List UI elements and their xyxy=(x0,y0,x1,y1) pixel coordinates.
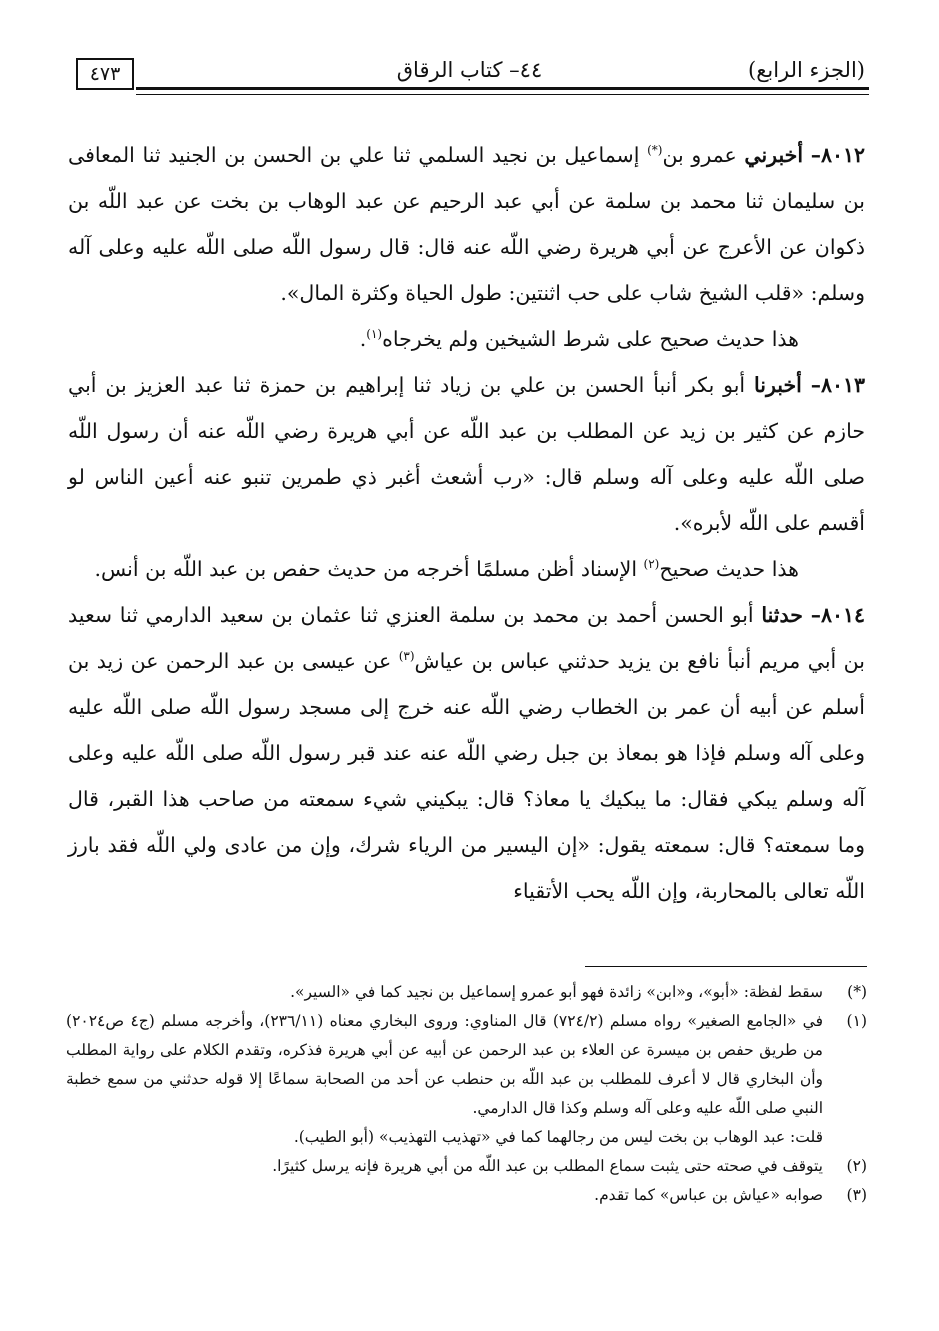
grading-text: هذا حديث صحيح xyxy=(659,557,799,581)
main-text xyxy=(68,132,865,914)
footnote-mark: (١) xyxy=(846,1012,867,1030)
footnote xyxy=(66,1181,867,1210)
footnote xyxy=(66,978,867,1007)
footnote-text: يتوقف في صحته حتى يثبت سماع المطلب بن عبد اللّه من أبي هريرة فإنه يرسل كثيرًا. xyxy=(272,1157,823,1175)
hadith-text: أبو بكر أنبأ الحسن بن علي بن زياد ثنا إبراهيم بن حمزة ثنا عبد العزيز بن أبي حازم عن كثير بن زيد عن المطلب بن عبد اللّه عن أبي هريرة رضي اللّه عنه أن رسول اللّه صلى اللّه عليه وعلى آله وسلم قال: «رب أشعث أغبر ذي طمرين تنبو عنه أعين الناس لو أقسم على اللّه لأبره». xyxy=(68,373,865,535)
part-label: (الجزء الرابع) xyxy=(748,58,865,82)
footnote-ref: (٣) xyxy=(398,649,415,664)
footnote-text: صوابه «عياش بن عباس» كما تقدم. xyxy=(594,1186,823,1204)
hadith-text: أبو الحسن أحمد بن محمد بن سلمة العنزي ثنا عثمان بن سعيد الدارمي ثنا سعيد بن أبي مريم أنبأ نافع بن يزيد حدثني عباس بن عياش xyxy=(68,603,865,673)
hadith-text-cont: عن عيسى بن عبد الرحمن عن زيد بن أسلم عن أبيه أن عمر بن الخطاب رضي اللّه عنه خرج إلى مسجد رسول اللّه صلى اللّه عليه وعلى آله وسلم فإذا هو بمعاذ بن جبل رضي اللّه عنه عند قبر رسول اللّه صلى اللّه عليه وعلى آله وسلم يبكي فقال: ما يبكيك يا معاذ؟ قال: يبكيني شيء سمعته من صاحب هذا القبر، قال وما سمعته؟ قال: سمعته يقول: «إن اليسير من الرياء شرك، وإن من عادى ولي اللّه فقد بارز اللّه تعالى بالمحاربة، وإن اللّه يحب الأتقياء xyxy=(68,649,865,903)
footnote-text: قلت: عبد الوهاب بن بخت ليس من رجالهما كما في «تهذيب التهذيب» (أبو الطيب). xyxy=(293,1128,823,1146)
footnotes xyxy=(66,978,867,1210)
hadith-lead-word: أخبرنا xyxy=(754,373,802,397)
footnote-mark: (٢) xyxy=(846,1157,867,1175)
footnote-remark xyxy=(66,1123,867,1152)
header-rule-thin xyxy=(136,94,869,95)
hadith-number: ٨٠١٤– xyxy=(810,603,865,627)
hadith-lead-word: أخبرني xyxy=(744,143,804,167)
page-number: ٤٧٣ xyxy=(76,58,134,90)
hadith-8013 xyxy=(68,362,865,546)
footnote-mark: (٣) xyxy=(846,1186,867,1204)
footnote-ref: (٢) xyxy=(643,557,660,572)
footnote xyxy=(66,1007,867,1123)
grading-8012 xyxy=(68,316,865,362)
grading-text: هذا حديث صحيح على شرط الشيخين ولم يخرجاه xyxy=(382,327,799,351)
footnote-separator xyxy=(585,966,867,967)
grading-8013 xyxy=(68,546,865,592)
footnote-mark: (*) xyxy=(847,983,867,1001)
hadith-text-cont: إسماعيل بن نجيد السلمي ثنا علي بن الحسن بن الجنيد ثنا المعافى بن سليمان ثنا محمد بن سلمة عن أبي عبد الرحيم عن عبد الوهاب بن بخت عن عبد اللّه بن ذكوان عن الأعرج عن أبي هريرة رضي اللّه عنه قال: قال رسول اللّه صلى اللّه عليه وعلى آله وسلم: «قلب الشيخ شاب على حب اثنتين: طول الحياة وكثرة المال». xyxy=(68,143,865,305)
footnote-text: سقط لفظة: «أبو»، و«ابن» زائدة فهو أبو عمرو إسماعيل بن نجيد كما في «السير». xyxy=(290,983,823,1001)
grading-text-cont: الإسناد أظن مسلمًا أخرجه من حديث حفص بن عبد اللّه بن أنس. xyxy=(94,557,644,581)
hadith-number: ٨٠١٣– xyxy=(810,373,865,397)
header-rule-thick xyxy=(136,87,869,90)
book-title: ٤٤– كتاب الرقاق xyxy=(396,58,543,82)
running-header xyxy=(70,50,869,100)
footnote xyxy=(66,1152,867,1181)
footnote-ref: (*) xyxy=(647,143,663,158)
footnote-text: في «الجامع الصغير» رواه مسلم (٧٢٤/٢) قال المناوي: وروى البخاري معناه (٢٣٦/١١)، وأخرجه مسلم (ج٤ ص٢٠٢٤) من طريق حفص بن ميسرة عن العلاء بن عبد الرحمن عن أبيه عن أبي هريرة فذكره، وتقدم الكلام على رواية المطلب وأن البخاري قال لا أعرف للمطلب بن عبد اللّه بن حنطب عن أحد من الصحابة سماعًا إلا قوله حدثني من سمع خطبة النبي صلى اللّه عليه وعلى آله وسلم وكذا قال الدارمي. xyxy=(66,1012,823,1117)
hadith-8012 xyxy=(68,132,865,316)
hadith-8014 xyxy=(68,592,865,914)
grading-text-cont: . xyxy=(359,327,367,351)
footnote-ref: (١) xyxy=(366,327,383,342)
hadith-number: ٨٠١٢– xyxy=(810,143,865,167)
hadith-text: عمرو بن xyxy=(662,143,745,167)
hadith-lead-word: حدثنا xyxy=(761,603,803,627)
